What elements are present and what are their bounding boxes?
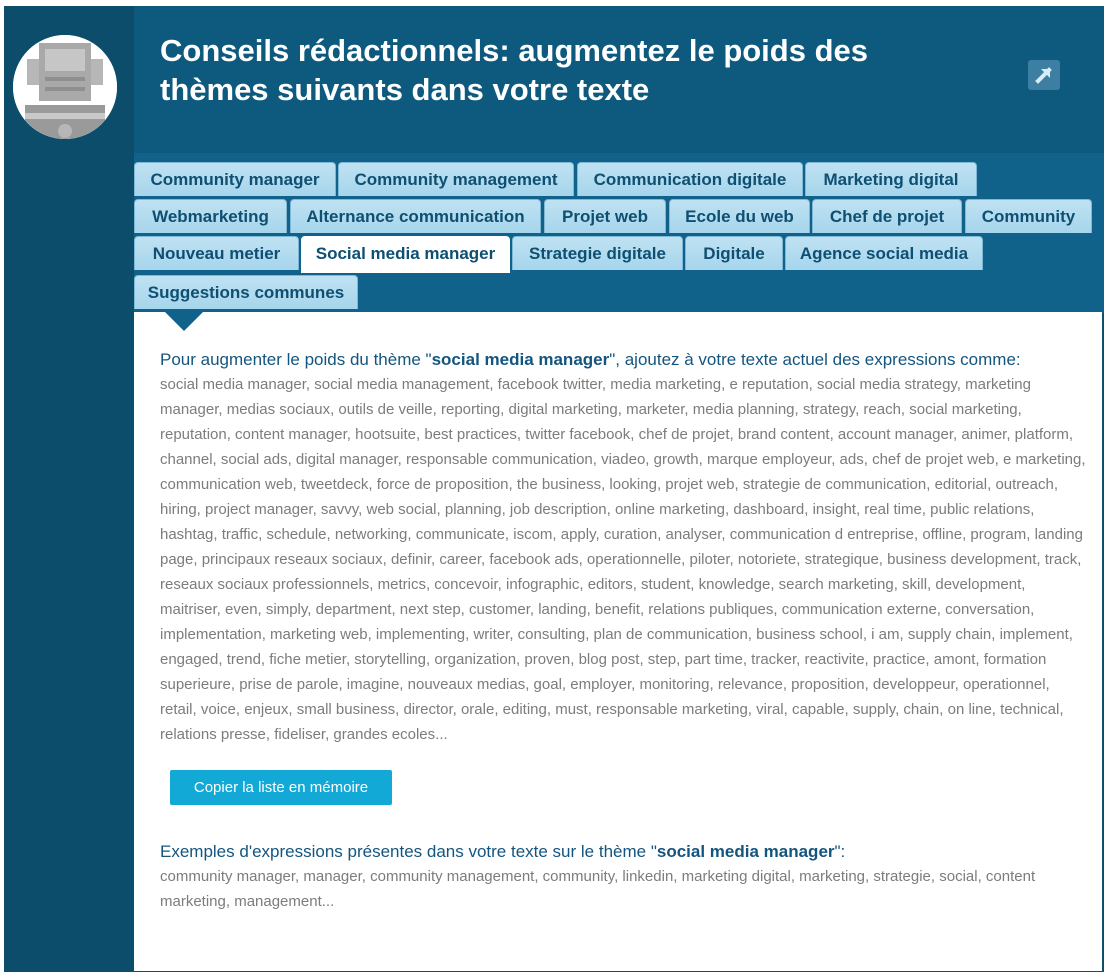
tab-label: Suggestions communes bbox=[147, 283, 345, 302]
tab-community-management[interactable] bbox=[338, 162, 574, 196]
examples-list: community manager, manager, community management, community, linkedin, marketing digital, marketing, strategie, social, content marketing, management... bbox=[160, 868, 1036, 910]
intro-theme: social media manager bbox=[431, 350, 610, 369]
tab-label: Webmarketing bbox=[152, 207, 269, 226]
copy-list-button[interactable]: Copier la liste en mémoire bbox=[170, 770, 392, 805]
tab-label: Community management bbox=[354, 170, 558, 189]
page-title: Conseils rédactionnels: augmentez le poids des thèmes suivants dans votre texte bbox=[160, 33, 869, 107]
tab-community-manager[interactable] bbox=[134, 162, 336, 196]
tab-label: Strategie digitale bbox=[529, 244, 666, 263]
examples-theme: social media manager bbox=[656, 842, 835, 861]
intro-suffix: ", ajoutez à votre texte actuel des expressions comme: bbox=[609, 350, 1021, 369]
tab-marketing-digital[interactable] bbox=[805, 162, 977, 196]
tab-alternance-communication[interactable] bbox=[290, 199, 541, 233]
tab-label: Community bbox=[981, 207, 1076, 226]
active-tab-pointer bbox=[165, 312, 203, 331]
left-rail bbox=[4, 6, 134, 972]
tab-label: Nouveau metier bbox=[152, 244, 281, 263]
keyword-list: social media manager, social media management, facebook twitter, media marketing, e reputation, social media strategy, marketing manager, medias sociaux, outils de veille, reporting, digital marketing, marketer, media planning, strategy, reach, social marketing, reputation, content manager, hootsuite, best practices, twitter facebook, chef de projet, brand content, account manager, animer, platform, channel, social ads, digital manager, responsable communication, viadeo, growth, marque employeur, ads, chef de projet web, e marketing, communication web, tweetdeck, force de proposition, the business, looking, projet web, strategie de communication, editorial, outreach, hiring, project manager, savvy, web social, planning, job description, online marketing, dashboard, insight, real time, public relations, hashtag, traffic, schedule, networking, communicate, iscom, apply, curation, analyser, communication d entreprise, offline, program, landing page, principaux reseaux sociaux, definir, career, facebook ads, operationnelle, piloter, notoriete, strategique, business development, track, reseaux sociaux professionnels, metrics, concevoir, infographic, editors, student, knowledge, search marketing, skill, development, maitriser, even, simply, department, next step, customer, landing, benefit, relations publiques, communication externe, conversation, implementation, marketing web, implementing, writer, consulting, plan de communication, business school, i am, supply chain, implement, engaged, trend, fiche metier, storytelling, organization, proven, blog post, step, part time, tracker, reactivite, practice, amont, formation superieure, prise de parole, imagine, nouveaux medias, goal, employer, monitoring, relevance, proposition, developpeur, operationnel, retail, voice, enjeux, small business, director, orale, editing, must, responsable marketing, viral, capable, supply, chain, on line, technical, relations presse, fideliser, grandes ecoles... bbox=[160, 376, 1086, 743]
tab-label: Ecole du web bbox=[685, 207, 794, 226]
tab-projet-web[interactable] bbox=[544, 199, 666, 233]
tab-label: Projet web bbox=[562, 207, 648, 226]
tab-community[interactable] bbox=[965, 199, 1092, 233]
tab-webmarketing[interactable] bbox=[134, 199, 287, 233]
tab-communication-digitale[interactable] bbox=[577, 162, 803, 196]
examples-title bbox=[160, 841, 1090, 863]
tab-label: Digitale bbox=[703, 244, 765, 263]
intro-prefix: Pour augmenter le poids du thème " bbox=[160, 350, 432, 369]
tab-label: Communication digitale bbox=[593, 170, 787, 189]
external-link-icon bbox=[1033, 64, 1055, 86]
tab-label: Alternance communication bbox=[306, 207, 525, 226]
tab-nouveau-metier[interactable] bbox=[134, 236, 299, 270]
tab-suggestions-communes[interactable] bbox=[134, 275, 358, 309]
tab-ecole-du-web[interactable] bbox=[669, 199, 810, 233]
tab-label: Marketing digital bbox=[823, 170, 959, 189]
tab-label: Community manager bbox=[150, 170, 320, 189]
external-link-button[interactable] bbox=[1028, 60, 1060, 90]
examples-prefix: Exemples d'expressions présentes dans votre texte sur le thème " bbox=[160, 842, 657, 861]
intro-text bbox=[160, 349, 1090, 371]
examples-suffix: ": bbox=[834, 842, 846, 861]
tab-digitale[interactable] bbox=[685, 236, 783, 270]
tab-social-media-manager[interactable] bbox=[301, 236, 510, 273]
tab-label: Chef de projet bbox=[829, 207, 945, 226]
tab-strategie-digitale[interactable] bbox=[512, 236, 683, 270]
robot-avatar-icon bbox=[13, 35, 117, 139]
tab-chef-de-projet[interactable] bbox=[812, 199, 962, 233]
tab-label: Agence social media bbox=[799, 244, 969, 263]
tab-label: Social media manager bbox=[315, 244, 496, 263]
tab-agence-social-media[interactable] bbox=[785, 236, 983, 270]
